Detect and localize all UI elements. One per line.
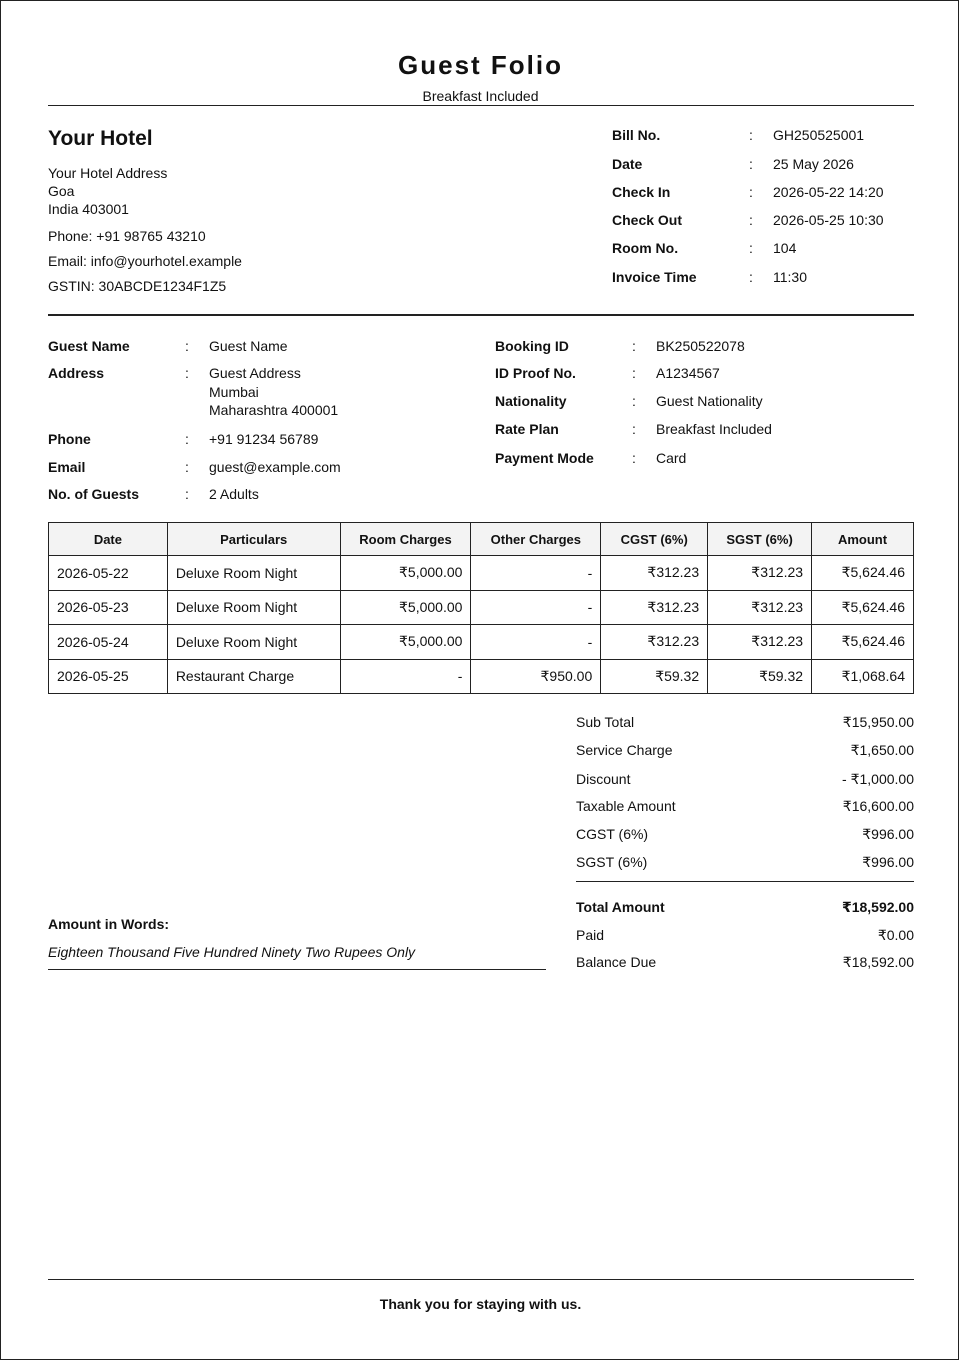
table-cell: ₹5,000.00 (340, 556, 471, 591)
table-cell: Deluxe Room Night (167, 556, 340, 591)
separator: : (749, 240, 753, 256)
invoice-time-label: Invoice Time (612, 269, 697, 285)
nationality-label: Nationality (495, 393, 567, 409)
table-cell: ₹312.23 (601, 590, 708, 625)
bill-no-label: Bill No. (612, 127, 661, 143)
separator: : (632, 365, 636, 381)
separator: : (749, 184, 753, 200)
sgst-label: SGST (6%) (576, 854, 648, 870)
rate-plan-label: Rate Plan (495, 421, 559, 437)
taxable-value: ₹16,600.00 (842, 798, 914, 814)
separator: : (632, 421, 636, 437)
guest-address-label: Address (48, 365, 105, 381)
table-cell: Restaurant Charge (167, 659, 340, 694)
guest-phone-label: Phone (48, 431, 91, 447)
table-cell: - (471, 625, 601, 660)
bill-date-label: Date (612, 156, 643, 172)
table-cell: ₹59.32 (708, 659, 812, 694)
page-subtitle: Breakfast Included (422, 88, 539, 104)
table-cell: ₹5,624.46 (812, 556, 914, 591)
table-row (49, 659, 914, 694)
guest-address-line: Mumbai (209, 384, 259, 400)
table-cell: 2026-05-22 (49, 556, 168, 591)
hotel-name: Your Hotel (48, 127, 153, 150)
check-out-label: Check Out (612, 212, 683, 228)
column-header: Particulars (167, 523, 340, 556)
hotel-email: Email: info@yourhotel.example (48, 253, 242, 269)
separator: : (185, 431, 189, 447)
charges-table (48, 522, 914, 694)
separator: : (185, 365, 189, 381)
room-label: Room No. (612, 240, 679, 256)
total-value: ₹18,592.00 (841, 899, 914, 915)
column-header: SGST (6%) (708, 523, 812, 556)
divider (576, 881, 914, 882)
room-value: 104 (773, 240, 797, 256)
divider (48, 314, 914, 316)
service-charge-label: Service Charge (576, 742, 673, 758)
bill-no-value: GH250525001 (773, 127, 865, 143)
check-in-value: 2026-05-22 14:20 (773, 184, 884, 200)
footer-message: Thank you for staying with us. (379, 1296, 582, 1312)
sub-total-value: ₹15,950.00 (842, 714, 914, 730)
table-cell: 2026-05-25 (49, 659, 168, 694)
amount-in-words-label: Amount in Words: (48, 916, 170, 932)
check-out-value: 2026-05-25 10:30 (773, 212, 884, 228)
table-cell: - (471, 556, 601, 591)
separator: : (632, 338, 636, 354)
id-proof-label: ID Proof No. (495, 365, 576, 381)
discount-value: - ₹1,000.00 (842, 771, 914, 787)
divider (48, 1279, 914, 1280)
booking-id-value: BK250522078 (656, 338, 745, 354)
sgst-value: ₹996.00 (862, 854, 914, 870)
hotel-gstin: GSTIN: 30ABCDE1234F1Z5 (48, 278, 227, 294)
discount-label: Discount (576, 771, 631, 787)
taxable-label: Taxable Amount (576, 798, 676, 814)
paid-value: ₹0.00 (877, 927, 914, 943)
page-title: Guest Folio (398, 50, 563, 80)
column-header: Date (49, 523, 168, 556)
table-cell: ₹5,624.46 (812, 625, 914, 660)
table-cell: ₹5,000.00 (340, 625, 471, 660)
table-cell: ₹1,068.64 (812, 659, 914, 694)
table-cell: Deluxe Room Night (167, 590, 340, 625)
table-cell: ₹5,624.46 (812, 590, 914, 625)
balance-label: Balance Due (576, 954, 657, 970)
separator: : (632, 393, 636, 409)
guest-count-label: No. of Guests (48, 486, 140, 502)
hotel-address-line: India 403001 (48, 201, 129, 217)
table-cell: ₹312.23 (708, 590, 812, 625)
divider (48, 105, 914, 106)
table-cell: 2026-05-24 (49, 625, 168, 660)
rate-plan-value: Breakfast Included (656, 421, 772, 437)
table-cell: ₹312.23 (601, 556, 708, 591)
cgst-value: ₹996.00 (862, 826, 914, 842)
hotel-phone: Phone: +91 98765 43210 (48, 228, 206, 244)
table-cell: ₹950.00 (471, 659, 601, 694)
bill-date-value: 25 May 2026 (773, 156, 854, 172)
paid-label: Paid (576, 927, 605, 943)
separator: : (185, 486, 189, 502)
separator: : (749, 127, 753, 143)
table-row (49, 625, 914, 660)
cgst-label: CGST (6%) (576, 826, 649, 842)
table-header-row (49, 523, 914, 556)
separator: : (185, 338, 189, 354)
guest-phone-value: +91 91234 56789 (209, 431, 319, 447)
table-cell: - (340, 659, 471, 694)
separator: : (749, 212, 753, 228)
nationality-value: Guest Nationality (656, 393, 763, 409)
guest-email-value: guest@example.com (209, 459, 341, 475)
amount-in-words-text: Eighteen Thousand Five Hundred Ninety Two Rupees Only (48, 944, 416, 960)
payment-mode-label: Payment Mode (495, 450, 594, 466)
hotel-address-line: Goa (48, 183, 75, 199)
total-label: Total Amount (576, 899, 665, 915)
divider (48, 969, 546, 970)
balance-value: ₹18,592.00 (842, 954, 914, 970)
table-cell: 2026-05-23 (49, 590, 168, 625)
sub-total-label: Sub Total (576, 714, 635, 730)
guest-count-value: 2 Adults (209, 486, 259, 502)
id-proof-value: A1234567 (656, 365, 720, 381)
service-charge-value: ₹1,650.00 (850, 742, 914, 758)
column-header: Room Charges (340, 523, 471, 556)
table-cell: - (471, 590, 601, 625)
guest-email-label: Email (48, 459, 86, 475)
separator: : (185, 459, 189, 475)
table-cell: ₹312.23 (708, 556, 812, 591)
table-cell: ₹59.32 (601, 659, 708, 694)
hotel-address-line: Your Hotel Address (48, 165, 168, 181)
table-cell: Deluxe Room Night (167, 625, 340, 660)
guest-address-line: Maharashtra 400001 (209, 402, 339, 418)
separator: : (749, 156, 753, 172)
column-header: Amount (812, 523, 914, 556)
table-cell: ₹312.23 (601, 625, 708, 660)
table-row (49, 556, 914, 591)
separator: : (632, 450, 636, 466)
column-header: CGST (6%) (601, 523, 708, 556)
table-row (49, 590, 914, 625)
guest-name-label: Guest Name (48, 338, 130, 354)
booking-id-label: Booking ID (495, 338, 569, 354)
table-cell: ₹312.23 (708, 625, 812, 660)
invoice-time-value: 11:30 (773, 269, 807, 285)
separator: : (749, 269, 753, 285)
guest-address-line: Guest Address (209, 365, 301, 381)
table-cell: ₹5,000.00 (340, 590, 471, 625)
guest-name-value: Guest Name (209, 338, 288, 354)
column-header: Other Charges (471, 523, 601, 556)
check-in-label: Check In (612, 184, 671, 200)
payment-mode-value: Card (656, 450, 687, 466)
